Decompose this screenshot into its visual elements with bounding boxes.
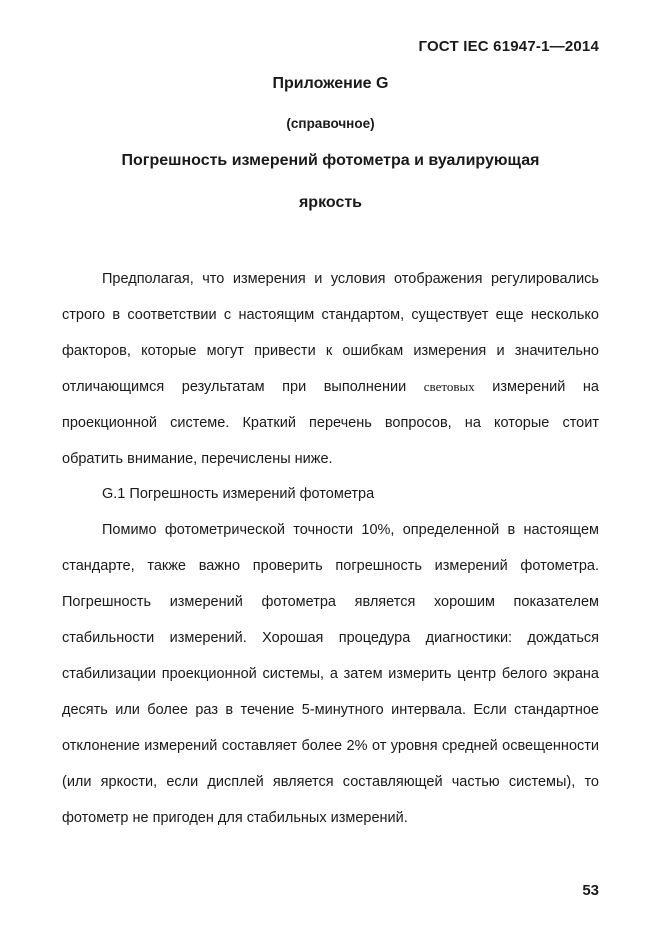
photometer-paragraph [62,512,599,836]
annex-heading-line-1: Погрешность измерений фотометра и вуалирующая [121,152,540,169]
intro-text-end: измерений на проекционной системе. Краткий перечень вопросов, на которые стоит обратить внимание, перечислены ниже. [62,379,599,467]
annex-title: Приложение G [272,75,389,92]
photometer-text: Помимо фотометрической точности 10%, определенной в настоящем стандарте, также важно проверить погрешность измерений фотометра. Погрешность измерений фотометра является хорошим показателем стабильности измерений. Хорошая процедура диагностики: дождаться стабилизации проекционной системы, а затем измерить центр белого экрана десять или более раз в течение 5-минутного интервала. Если стандартное отклонение измерений составляет более 2% от уровня средней освещенности (или яркости, если дисплей является составляющей частью системы), то фотометр не пригоден для стабильных измерений. [62,522,599,826]
intro-paragraph [62,261,599,477]
intro-text-word: световых [423,379,475,394]
standard-designation: ГОСТ IEC 61947-1—2014 [418,38,599,55]
annex-heading-line-2: яркость [298,194,363,211]
section-heading-g1: G.1 Погрешность измерений фотометра [102,486,375,502]
page-number: 53 [582,882,599,899]
annex-type: (справочное) [286,116,375,131]
intro-text-start: Предполагая, что измерения и условия отображения регулировались строго в соответствии с настоящим стандартом, существует еще несколько факторов, которые могут привести к ошибкам измерения и значительно отличающимся результатам при выполнении [62,271,599,395]
